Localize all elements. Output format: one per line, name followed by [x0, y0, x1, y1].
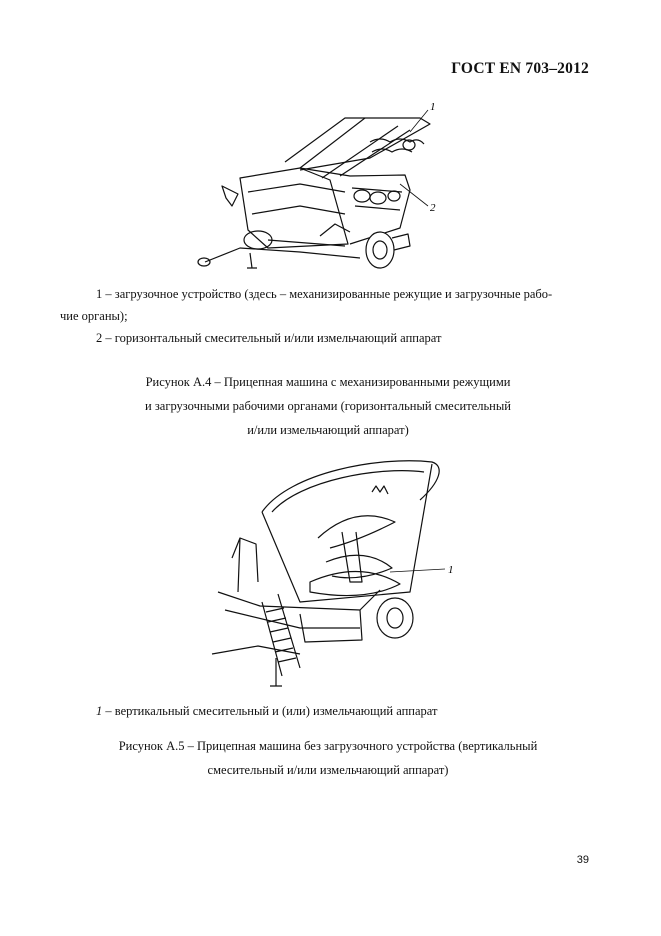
callout-line: [390, 569, 445, 572]
auger-blade: [310, 571, 400, 595]
auger-shaft: [342, 532, 362, 582]
figure-a4-legend-line-2: чие органы);: [60, 309, 128, 323]
page-number: 39: [576, 854, 589, 866]
spout: [222, 186, 238, 206]
figure-a4-caption-line-3: и/или измельчающий аппарат): [247, 423, 409, 437]
jack-stand: [247, 253, 257, 268]
figure-a4-caption-line-2: и загрузочными рабочими органами (горизонтальный смесительный: [145, 399, 511, 413]
cutter-rolls: [370, 139, 424, 152]
tub-rim: [262, 461, 439, 512]
wheel: [366, 232, 394, 268]
figure-a5-legend-text: – вертикальный смесительный и (или) измельчающий аппарат: [102, 704, 438, 718]
figure-a4-legend-line-1: 1 – загрузочное устройство (здесь – механизированные режущие и загрузочные рабо-: [96, 287, 553, 301]
figure-a5-caption-line-1: Рисунок А.5 – Прицепная машина без загрузочного устройства (вертикальный: [118, 739, 538, 753]
figure-a4-caption-line-1: Рисунок А.4 – Прицепная машина с механизированными режущими: [145, 375, 511, 389]
tub-wall: [262, 464, 432, 602]
figure-a5-caption-line-2: смесительный и/или измельчающий аппарат): [207, 763, 449, 777]
figure-a5-legend-number: 1: [96, 704, 103, 718]
platform-rail: [232, 538, 258, 592]
figure-a4-callout-1: 1: [430, 101, 436, 113]
standard-header: ГОСТ EN 703–2012: [451, 60, 589, 77]
callout-line-2: [400, 184, 428, 206]
figure-a5-vertical-mixer: [0, 442, 661, 702]
drawbar: [212, 646, 300, 654]
figure-a4-horizontal-mixer: [0, 0, 661, 290]
figure-a5-callout-1: 1: [448, 564, 454, 576]
auger-flight: [318, 516, 395, 548]
figure-a4-legend-line-3: 2 – горизонтальный смесительный и/или измельчающий аппарат: [96, 331, 442, 345]
wheel: [377, 598, 413, 638]
figure-a4-callout-2: 2: [430, 202, 436, 214]
drawbar: [205, 248, 360, 262]
figure-a5-legend: [60, 699, 596, 723]
hitch-eye: [198, 258, 210, 266]
main-body: [240, 168, 348, 248]
